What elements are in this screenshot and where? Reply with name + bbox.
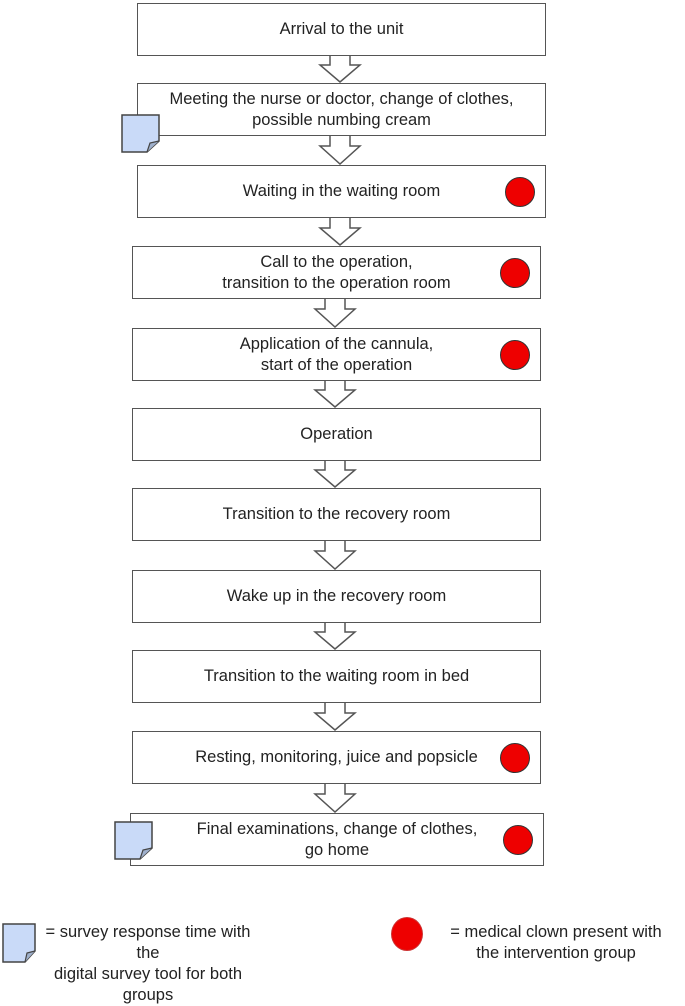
down-arrow-icon bbox=[318, 136, 362, 165]
flow-step bbox=[132, 731, 541, 784]
legend-clown-text: = medical clown present with the intervention group bbox=[450, 923, 662, 962]
red-circle-icon bbox=[500, 340, 530, 370]
down-arrow-icon bbox=[313, 784, 357, 813]
flow-step bbox=[137, 3, 546, 56]
down-arrow-icon bbox=[313, 461, 357, 488]
flow-step bbox=[132, 246, 541, 299]
flow-step bbox=[132, 650, 541, 703]
down-arrow-icon bbox=[313, 381, 357, 408]
flow-step bbox=[130, 813, 544, 866]
flow-step-label: Arrival to the unit bbox=[279, 20, 404, 38]
flow-step bbox=[132, 328, 541, 381]
flow-step bbox=[132, 488, 541, 541]
flow-step-label: Application of the cannula, start of the operation bbox=[239, 334, 434, 374]
flow-step-label: Waiting in the waiting room bbox=[242, 182, 441, 200]
flow-step bbox=[132, 408, 541, 461]
flow-step-label: Final examinations, change of clothes, go home bbox=[196, 819, 478, 859]
legend-survey-text: = survey response time with the digital survey tool for both groups bbox=[45, 923, 251, 1004]
flow-step-label: Operation bbox=[300, 425, 373, 443]
legend-red-circle-icon bbox=[391, 917, 423, 951]
down-arrow-icon bbox=[318, 56, 362, 83]
flow-step bbox=[132, 570, 541, 623]
flow-step-label: Wake up in the recovery room bbox=[226, 587, 447, 605]
down-arrow-icon bbox=[313, 623, 357, 650]
flow-step bbox=[137, 165, 546, 218]
flow-step-label: Resting, monitoring, juice and popsicle bbox=[195, 748, 478, 766]
flow-step-label: Transition to the recovery room bbox=[222, 505, 451, 523]
red-circle-icon bbox=[500, 258, 530, 288]
note-icon bbox=[114, 821, 156, 861]
down-arrow-icon bbox=[313, 299, 357, 328]
flow-step-label: Transition to the waiting room in bed bbox=[203, 667, 470, 685]
note-icon bbox=[121, 114, 163, 154]
red-circle-icon bbox=[505, 177, 535, 207]
down-arrow-icon bbox=[318, 218, 362, 246]
flow-step-label: Call to the operation, transition to the operation room bbox=[222, 252, 451, 292]
red-circle-icon bbox=[503, 825, 533, 855]
down-arrow-icon bbox=[313, 703, 357, 731]
flow-step-label: Meeting the nurse or doctor, change of clothes, possible numbing cream bbox=[169, 89, 514, 129]
flow-step bbox=[137, 83, 546, 136]
red-circle-icon bbox=[500, 743, 530, 773]
down-arrow-icon bbox=[313, 541, 357, 570]
